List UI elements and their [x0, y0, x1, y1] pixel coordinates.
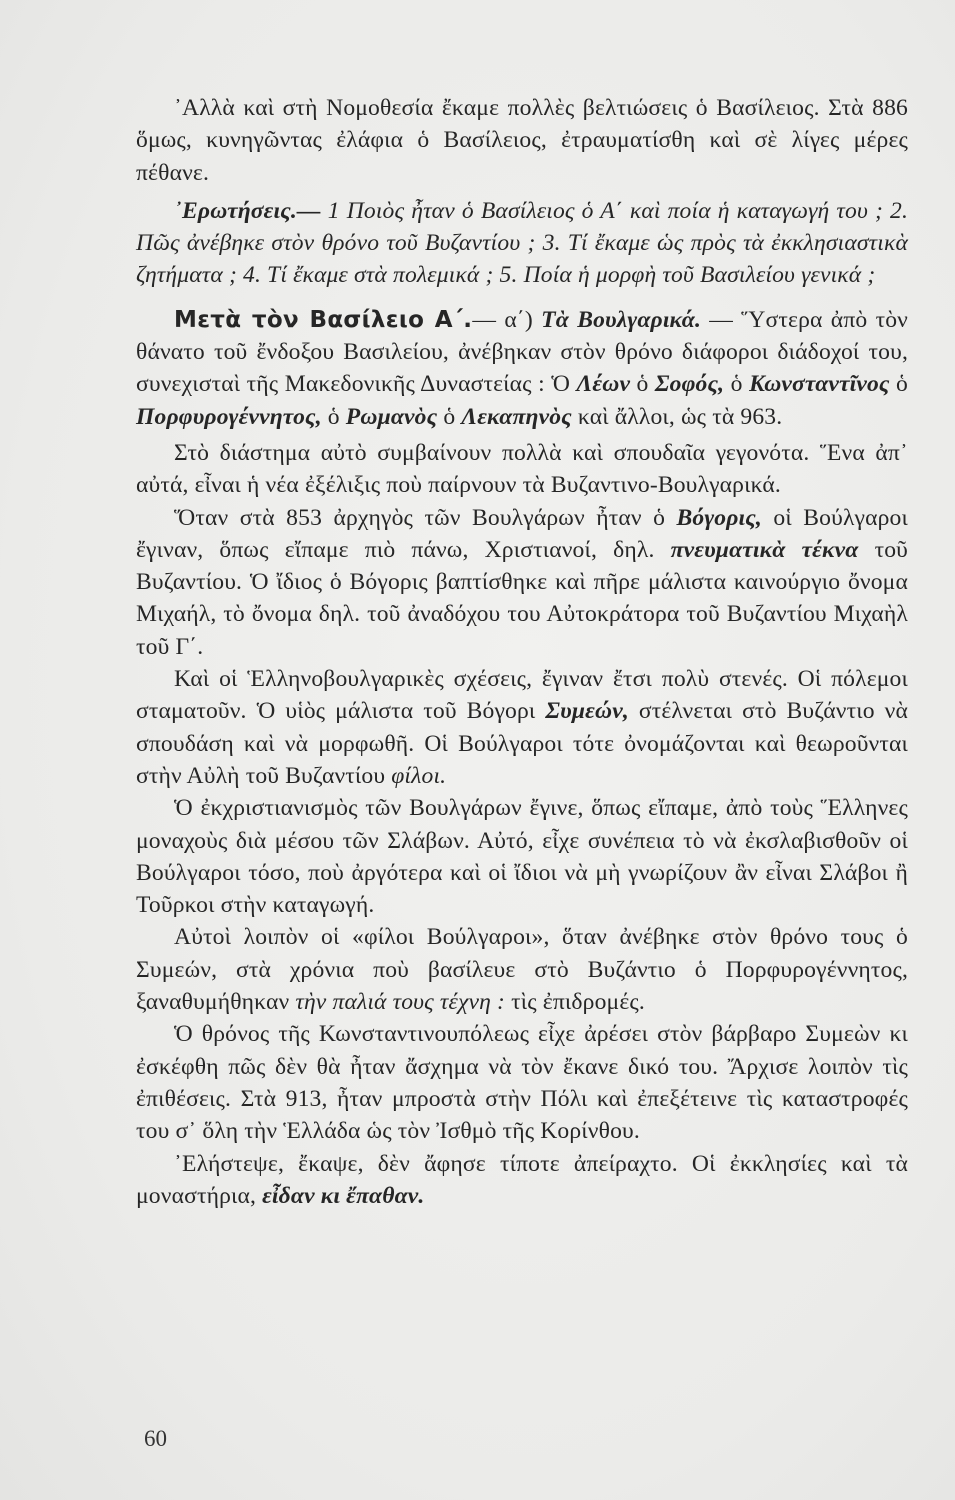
- body-text: [136, 92, 908, 1212]
- phrase-spiritual-children: πνευματικὰ τέκνα: [670, 536, 859, 563]
- questions-paragraph: [136, 195, 908, 292]
- page-number: 60: [144, 1426, 167, 1451]
- name-leon: Λέων: [576, 371, 631, 398]
- name-bogoris: Βόγορις,: [676, 504, 762, 531]
- paragraph-bogoris: Ὅταν στὰ 853 ἀρχηγὸς τῶν Βουλγάρων ἦταν ὁ Βόγορις, οἱ Βούλγαροι ἔγιναν, ὅπως εἴπαμε πιὸ πάνω, Χριστιανοί, δηλ. πνευματικὰ τέκνα τοῦ Βυζαντίου. Ὁ ἴδιος ὁ Βόγορις βαπτίσθηκε καὶ πῆρε μάλιστα καινούργιο ὄνομα Μιχαήλ, τὸ ὄνομα δηλ. τοῦ ἀναδόχου του Αὐτοκράτορα τοῦ Βυζαντίου Μιχαὴλ τοῦ Γ΄.: [136, 504, 908, 660]
- word-friends: φίλοι.: [391, 762, 447, 789]
- paragraph-relations: Καὶ οἱ Ἑλληνοβουλγαρικὲς σχέσεις, ἔγιναν ἔτσι πολὺ στενές. Οἱ πόλεμοι σταματοῦν. Ὁ υἱὸς μάλιστα τοῦ Βόγορι Συμεών, στέλνεται στὸ Βυζάντιο νὰ σπουδάση καὶ νὰ μορφωθῆ. Οἱ Βούλγαροι τότε ὀνομάζονται καὶ θεωροῦνται στὴν Αὐλὴ τοῦ Βυζαντίου φίλοι.: [136, 666, 909, 789]
- paragraph-throne: Ὁ θρόνος τῆς Κωνσταντινουπόλεως εἶχε ἀρέσει στὸν βάρβαρο Συμεὼν κι ἐσκέφθη πῶς δὲν θὰ ἦταν ἄσχημα νὰ τὸν ἔκανε δικό του. Ἄρχισε λοιπὸν τὶς ἐπιθέσεις. Στὰ 913, ἦταν μπροστὰ στὴν Πόλι καὶ ἐπεξέτεινε τὶς καταστροφές του σ᾿ ὅλη τὴν Ἑλλάδα ὡς τὸν Ἰσθμὸ τῆς Κορίνθου.: [136, 1021, 908, 1145]
- name-konstantinos: Κωνσταντῖνος: [749, 371, 890, 398]
- paragraph-plunder: ᾿Ελήστεψε, ἔκαψε, δὲν ἄφησε τίποτε ἀπείραχτο. Οἱ ἐκκλησίες καὶ τὰ μοναστήρια, εἶδαν κι ἔπαθαν.: [136, 1150, 908, 1209]
- name-sofos: Σοφός,: [654, 371, 725, 398]
- phrase-suffered: εἶδαν κι ἔπαθαν.: [262, 1182, 425, 1209]
- questions-text: 1 Ποιὸς ἦταν ὁ Βασίλειος ὁ Α΄ καὶ ποία ἡ καταγωγή του ; 2. Πῶς ἀνέβηκε στὸν θρόνο τοῦ Βυζαντίου ; 3. Τί ἔκαμε ὡς πρὸς τὰ ἐκκλησιαστικὰ ζητήματα ; 4. Τί ἔκαμε στὰ πολεμικά ; 5. Ποία ἡ μορφὴ τοῦ Βασιλείου γενικά ;: [136, 197, 908, 289]
- subsection-heading: Τὰ Βουλγαρικά.: [541, 306, 702, 333]
- section-heading-paragraph: Μετὰ τὸν Βασίλειο Α΄.— α΄) Τὰ Βουλγαρικά. — Ὕστερα ἀπὸ τὸν θάνατο τοῦ ἔνδοξου Βασιλείου, ἀνέβηκαν στὸν θρόνο διάφοροι διάδοχοί του, συνεχισταὶ τῆς Μακεδονικῆς Δυναστείας : Ὁ Λέων ὁ Σοφός, ὁ Κωνσταντῖνος ὁ Πορφυρογέννητος, ὁ Ρωμανὸς ὁ Λεκαπηνὸς καὶ ἄλλοι, ὡς τὰ 963.: [136, 306, 909, 430]
- paragraph-raids: Αὐτοὶ λοιπὸν οἱ «φίλοι Βούλγαροι», ὅταν ἀνέβηκε στὸν θρόνο τους ὁ Συμεών, στὰ χρόνια ποὺ βασίλευε στὸ Βυζάντιο ὁ Πορφυρογέννητος, ξαναθυμήθηκαν τὴν παλιά τους τέχνη : τὶς ἐπιδρομές.: [136, 924, 908, 1016]
- name-symeon: Συμεών,: [545, 698, 629, 725]
- paragraph-events: Στὸ διάστημα αὐτὸ συμβαίνουν πολλὰ καὶ σπουδαῖα γεγονότα. Ἕνα ἀπ᾿ αὐτά, εἶναι ἡ νέα ἐξέλιξις ποὺ παίρνουν τὰ Βυζαντινο-Βουλγαρικά.: [136, 439, 908, 499]
- questions-label: ᾿Ερωτήσεις.—: [174, 197, 321, 224]
- paragraph-christianization: Ὁ ἐκχριστιανισμὸς τῶν Βουλγάρων ἔγινε, ὅπως εἴπαμε, ἀπὸ τοὺς Ἕλληνες μοναχοὺς διὰ μέσου τῶν Σλάβων. Αὐτό, εἶχε συνέπεια τὸ νὰ ἐκσλαβισθοῦν οἱ Βούλγαροι τόσο, ποὺ ἀργότερα καὶ οἱ ἴδιοι νὰ μὴ γνωρίζουν ἂν εἶναι Σλάβοι ἢ Τοῦρκοι στὴν καταγωγή.: [136, 795, 908, 919]
- section-heading: Μετὰ τὸν Βασίλειο Α΄.: [174, 306, 473, 333]
- name-porfyrogennitos: Πορφυρογέννητος,: [136, 403, 322, 430]
- name-lekapinos: Λεκαπηνὸς: [461, 403, 572, 430]
- name-romanos: Ρωμανὸς: [345, 403, 438, 430]
- phrase-old-art: τὴν παλιά τους τέχνη :: [295, 989, 506, 1016]
- paragraph-basil-legislation: ᾿Αλλὰ καὶ στὴ Νομοθεσία ἔκαμε πολλὲς βελτιώσεις ὁ Βασίλειος. Στὰ 886 ὅμως, κυνηγῶντας ἐλάφια ὁ Βασίλειος, ἐτραυματίσθη καὶ σὲ λίγες μέρες πέθανε.: [136, 95, 908, 186]
